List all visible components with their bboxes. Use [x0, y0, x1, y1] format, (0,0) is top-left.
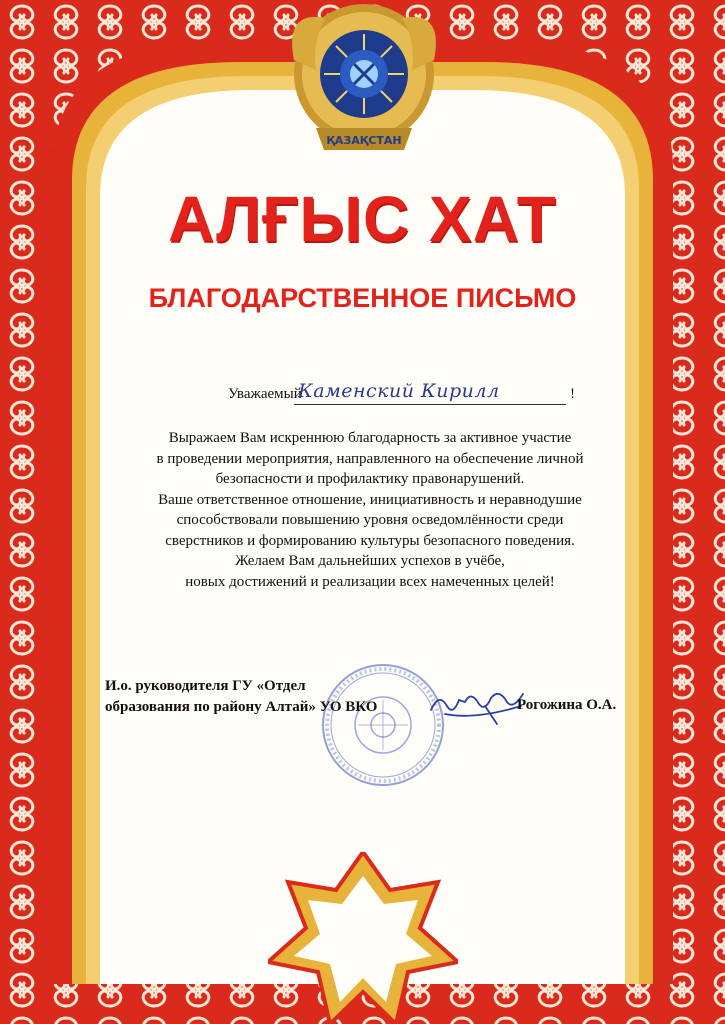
body-line: сверстников и формированию культуры безопасного поведения.: [165, 532, 575, 549]
title-kazakh: АЛҒЫС ХАТ: [168, 183, 557, 255]
greeting-row: [228, 380, 588, 408]
body-line: в проведении мероприятия, направленного на обеспечение личной: [156, 450, 584, 467]
star-ornament-icon: [268, 852, 458, 1024]
body-line: Желаем Вам дальнейших успехов в учёбе,: [235, 553, 505, 569]
greeting-exclamation: !: [570, 386, 575, 402]
signatory-position-line: И.о. руководителя ГУ «Отдел: [105, 678, 306, 694]
body-line: Ваше ответственное отношение, инициативность и неравнодушие: [158, 491, 582, 508]
body-line: безопасности и профилактику правонарушений.: [215, 471, 525, 487]
greeting-label: Уважаемый: [228, 386, 302, 402]
recipient-name: Каменский Кирилл: [294, 380, 566, 405]
body-line: способствовали повышению уровня осведомлённости среди: [176, 512, 564, 528]
emblem-caption: ҚАЗАҚСТАН: [326, 134, 402, 147]
signatory-position-line: образования по району Алтай» УО ВКО: [105, 699, 378, 715]
signatory-name: Рогожина О.А.: [517, 697, 617, 713]
letter-body: [120, 428, 620, 592]
title-russian: БЛАГОДАРСТВЕННОЕ ПИСЬМО: [148, 283, 577, 313]
body-line: новых достижений и реализации всех намеченных целей!: [185, 573, 555, 590]
signatory-position: [105, 676, 377, 718]
body-line: Выражаем Вам искреннюю благодарность за активное участие: [168, 430, 572, 446]
